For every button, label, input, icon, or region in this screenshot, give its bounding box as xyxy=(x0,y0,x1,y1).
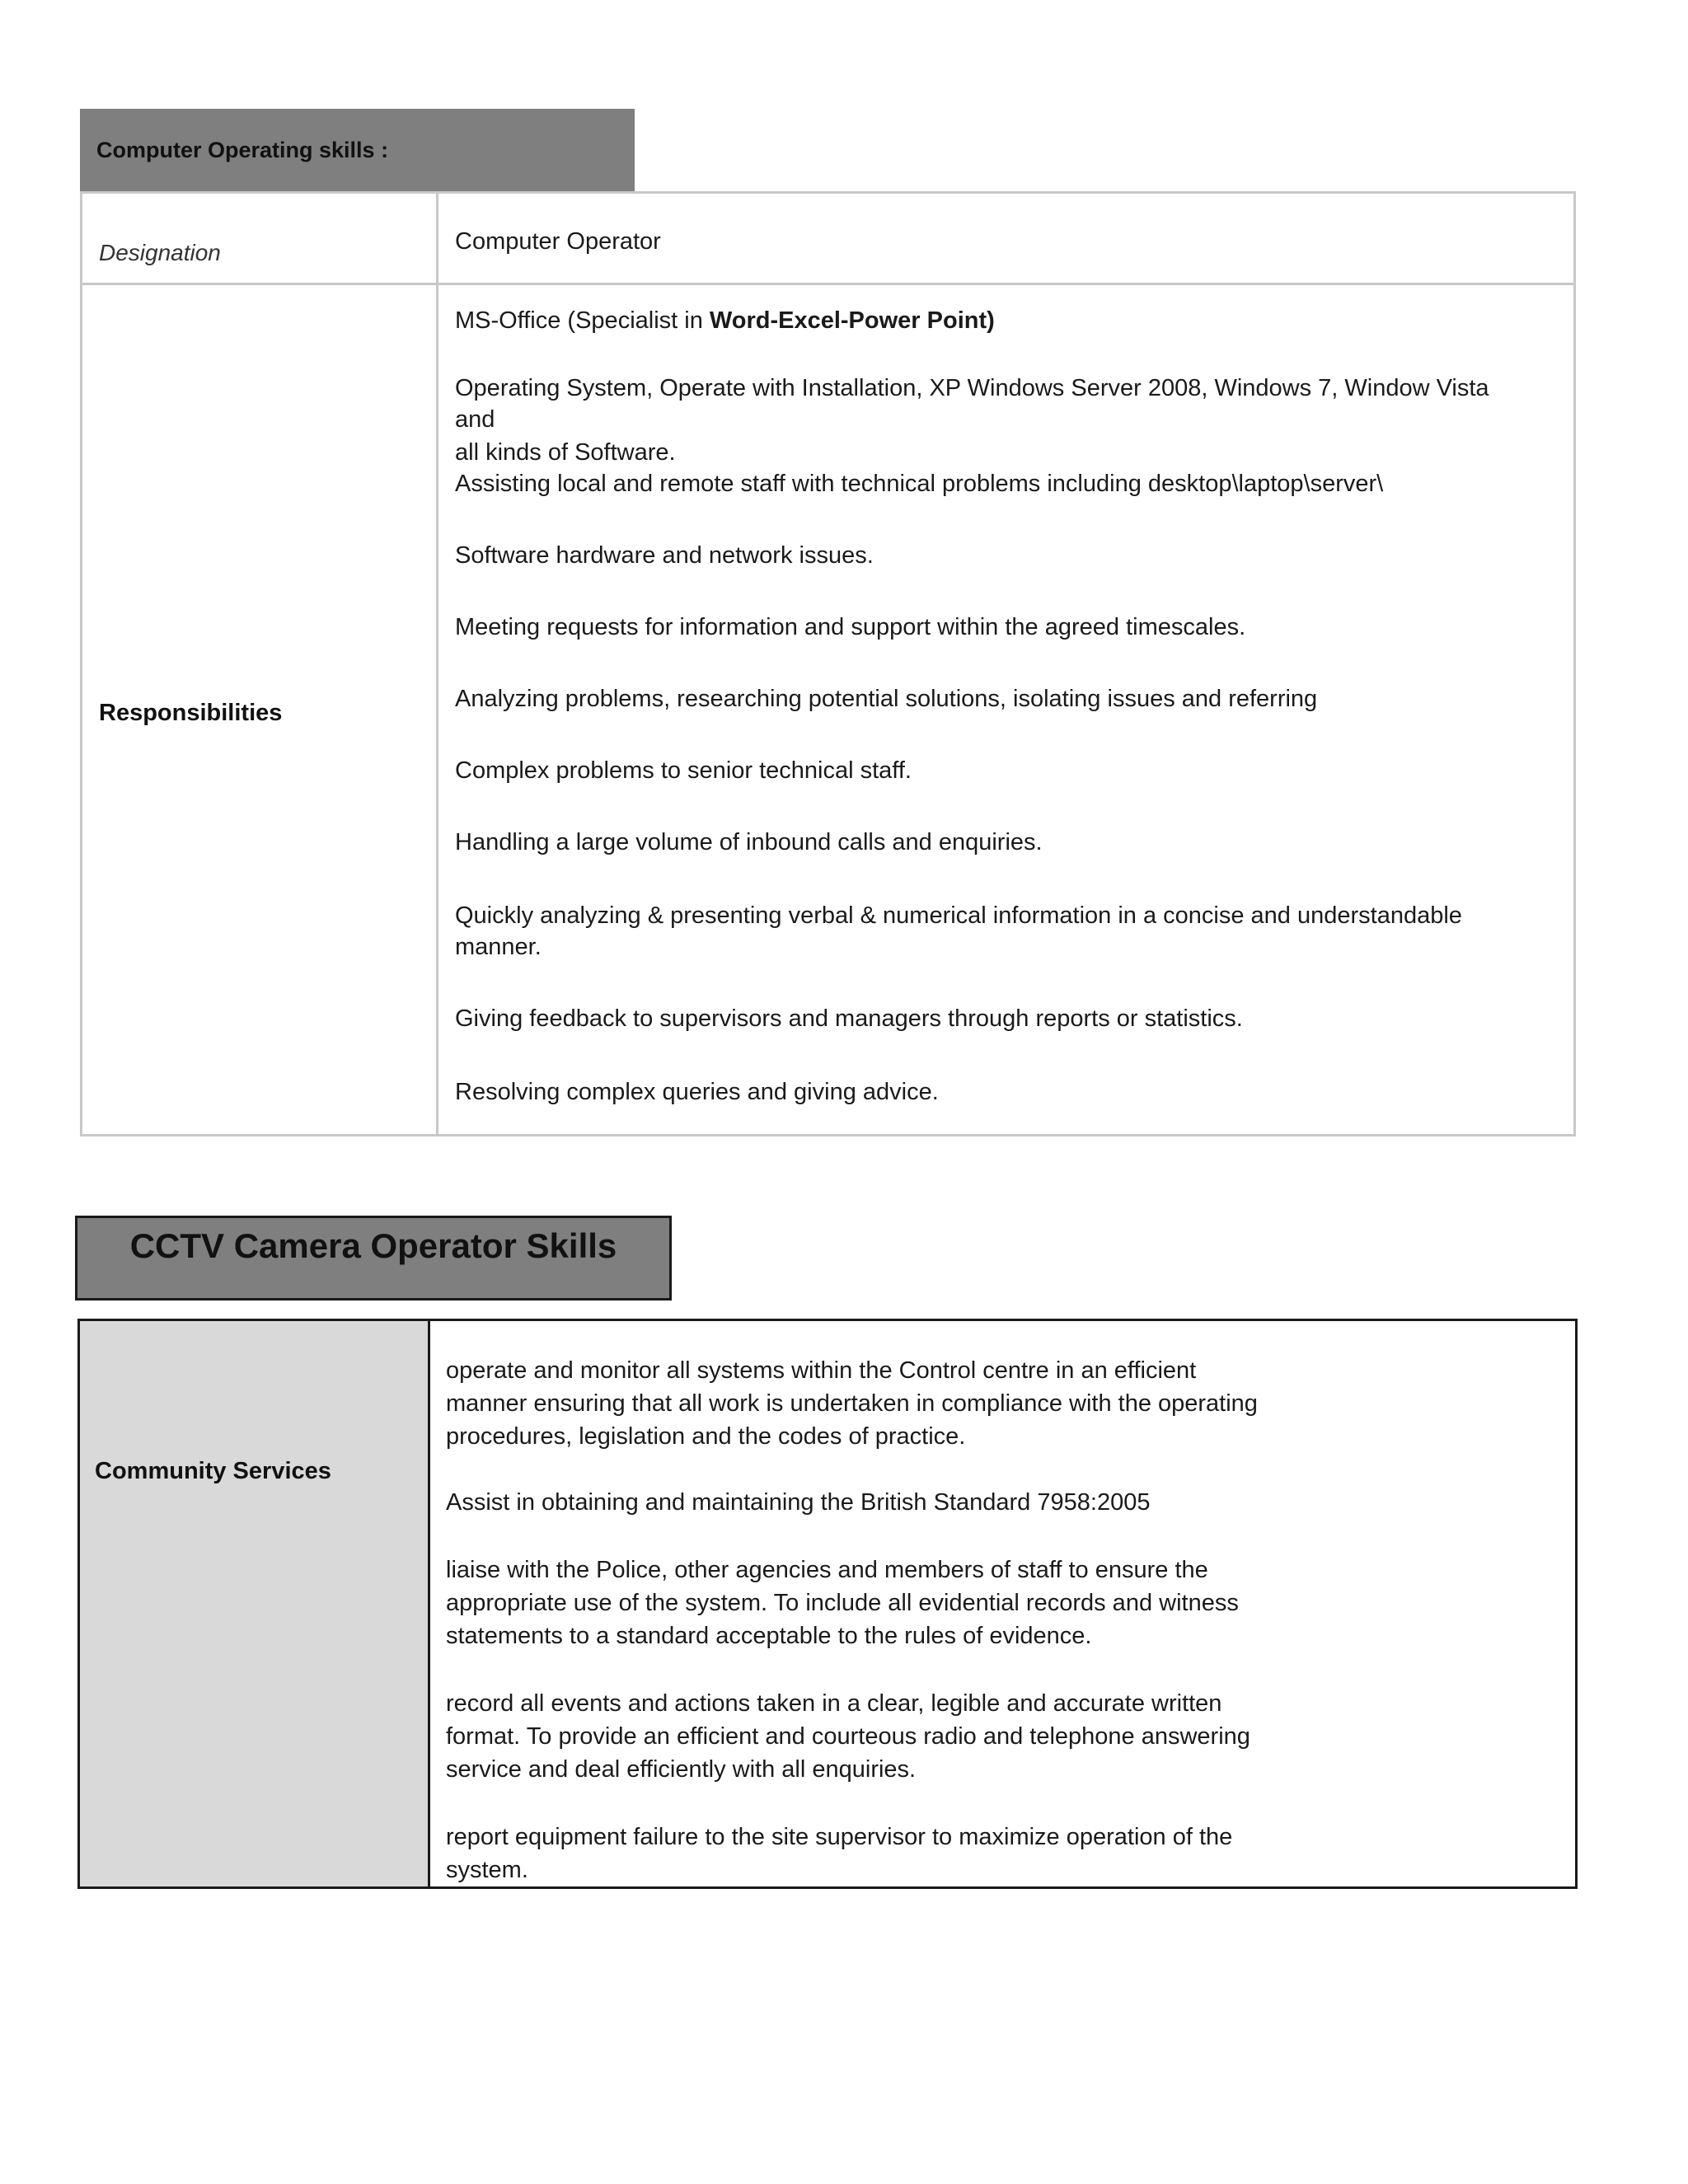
cctv-skills-table xyxy=(77,1319,1578,1889)
responsibility-line: Meeting requests for information and support within the agreed timescales. xyxy=(455,614,1246,640)
ms-office-bold: Word-Excel-Power Point) xyxy=(709,307,995,334)
responsibility-line: Software hardware and network issues. xyxy=(455,542,874,569)
cctv-duty-line: service and deal efficiently with all enquiries. xyxy=(446,1756,917,1783)
cctv-duty-line: report equipment failure to the site supervisor to maximize operation of the xyxy=(446,1824,1233,1850)
cctv-duty-line: system. xyxy=(446,1857,528,1883)
cctv-duty-line: operate and monitor all systems within the Control centre in an efficient xyxy=(446,1357,1197,1384)
responsibilities-label: Responsibilities xyxy=(99,700,283,726)
cctv-duty-line: Assist in obtaining and maintaining the British Standard 7958:2005 xyxy=(446,1489,1151,1516)
ms-office-prefix: MS-Office (Specialist in xyxy=(455,307,710,334)
responsibility-line: and xyxy=(455,406,495,433)
cctv-duty-line: manner ensuring that all work is undertaken in compliance with the operating xyxy=(446,1390,1258,1417)
cctv-duty-line: appropriate use of the system. To include all evidential records and witness xyxy=(446,1590,1239,1616)
responsibility-line: manner. xyxy=(455,934,542,960)
cctv-duty-line: procedures, legislation and the codes of practice. xyxy=(446,1423,966,1450)
designation-value: Computer Operator xyxy=(455,228,661,255)
responsibility-line: Giving feedback to supervisors and managers through reports or statistics. xyxy=(455,1005,1243,1032)
table-row-divider xyxy=(82,283,1573,285)
cctv-duty-line: record all events and actions taken in a clear, legible and accurate written xyxy=(446,1690,1222,1717)
designation-label: Designation xyxy=(99,240,221,265)
responsibility-line-ms-office xyxy=(455,307,995,335)
responsibility-line: Resolving complex queries and giving advice. xyxy=(455,1079,939,1105)
responsibility-line: Analyzing problems, researching potential solutions, isolating issues and referring xyxy=(455,686,1318,712)
table-column-divider xyxy=(436,194,438,1134)
responsibility-line: Quickly analyzing & presenting verbal & numerical information in a concise and understandable xyxy=(455,902,1462,929)
cctv-skills-title: CCTV Camera Operator Skills xyxy=(129,1226,617,1265)
responsibility-line: Assisting local and remote staff with technical problems including desktop\laptop\server\ xyxy=(455,471,1384,497)
computer-skills-table xyxy=(80,191,1576,1137)
responsibility-line: Handling a large volume of inbound calls and enquiries. xyxy=(455,829,1043,855)
responsibility-line: Complex problems to senior technical staff. xyxy=(455,757,912,784)
computer-skills-title: Computer Operating skills : xyxy=(96,138,389,162)
cctv-skills-header xyxy=(75,1216,672,1301)
cctv-duty-line: liaise with the Police, other agencies and members of staff to ensure the xyxy=(446,1557,1208,1583)
cctv-duty-line: format. To provide an efficient and courteous radio and telephone answering xyxy=(446,1723,1250,1750)
responsibility-line: all kinds of Software. xyxy=(455,439,676,466)
category-cell xyxy=(80,1321,430,1886)
community-services-label: Community Services xyxy=(95,1458,331,1484)
cctv-duty-line: statements to a standard acceptable to the rules of evidence. xyxy=(446,1623,1092,1649)
computer-skills-header xyxy=(80,109,635,191)
responsibility-line: Operating System, Operate with Installation, XP Windows Server 2008, Windows 7, Window Vista xyxy=(455,375,1489,401)
